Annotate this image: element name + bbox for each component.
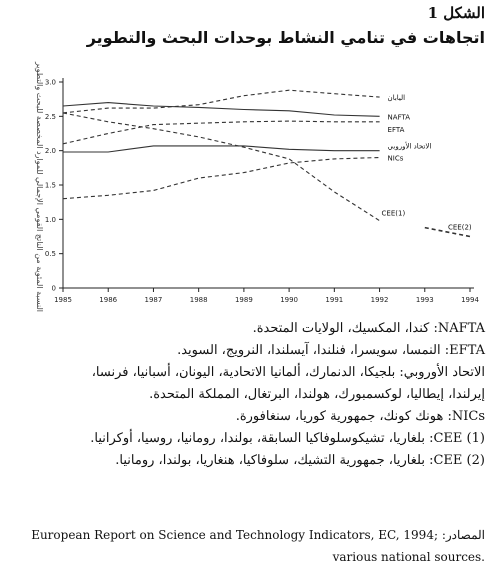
legend-note-cee2: (2) CEE: بلغاريا، جمهورية التشيك، سلوفاكيا، هنغاريا، بولندا، رومانيا. <box>115 453 485 468</box>
y-tick-label: 1.0 <box>44 215 56 224</box>
x-tick-label: 1990 <box>280 296 299 304</box>
series-label-5: CEE(1) <box>381 209 406 218</box>
y-tick-label: 2.5 <box>44 112 56 121</box>
x-tick-label: 1988 <box>189 296 208 304</box>
y-tick-label: 2.0 <box>44 147 56 156</box>
figure-label: الشكل 1 <box>427 4 485 22</box>
x-tick-label: 1985 <box>54 296 72 304</box>
figure-header <box>0 0 503 62</box>
chart-area <box>0 62 503 316</box>
series-label-1: NAFTA <box>387 113 411 122</box>
x-tick-label: 1991 <box>325 296 344 304</box>
legend-note-cee1: (1) CEE: بلغاريا، تشيكوسلوفاكيا السابقة، بولندا، رومانيا، روسيا، أوكرانيا. <box>90 431 485 446</box>
y-tick-label: 0 <box>51 284 56 293</box>
sources-line-1 <box>14 524 485 546</box>
y-axis-label: النسبة المئوية من الناتج القومي الإجمالي للموارد المخصصة للبحث والتطوير <box>35 61 44 312</box>
figure-title: اتجاهات في تنامي النشاط بوحدات البحث والتطوير <box>86 28 485 47</box>
legend-note-efta: EFTA: النمسا، سويسرا، فنلندا، آيسلندا، النرويج، السويد. <box>177 343 485 358</box>
x-tick-label: 1986 <box>99 296 118 304</box>
series-line-2 <box>63 121 380 144</box>
legend-note-eu-2: إيرلندا، إيطاليا، لوكسمبورك، هولندا، البرتغال، المملكة المتحدة. <box>149 387 485 402</box>
legend-note-nafta: NAFTA: كندا، المكسيك، الولايات المتحدة. <box>252 321 485 336</box>
sources <box>14 524 485 568</box>
series-label-4: NICs <box>387 154 404 163</box>
x-tick-label: 1992 <box>370 296 389 304</box>
series-label-0: اليابان <box>387 94 406 103</box>
series-line-3 <box>63 146 380 152</box>
series-line-0 <box>63 90 380 113</box>
x-tick-label: 1987 <box>144 296 163 304</box>
x-tick-label: 1994 <box>461 296 479 304</box>
sources-text-2: various national sources. <box>332 550 485 564</box>
line-chart <box>0 62 503 316</box>
series-label-2: EFTA <box>387 125 405 134</box>
series-label-3: الاتحاد الأوروبي <box>387 142 432 151</box>
series-label-6: CEE(2) <box>448 223 472 232</box>
legend-notes <box>14 318 485 472</box>
y-tick-label: 0.5 <box>44 250 56 259</box>
legend-note-eu-1: الاتحاد الأوروبي: بلجيكا، الدنمارك، ألمانيا الاتحادية، اليونان، أسبانيا، فرنسا، <box>91 365 485 380</box>
x-tick-label: 1993 <box>415 296 434 304</box>
y-tick-label: 1.5 <box>44 181 56 190</box>
sources-text: European Report on Science and Technology Indicators, EC, 1994; <box>31 528 438 542</box>
y-tick-label: 3.0 <box>44 78 56 87</box>
series-line-5 <box>63 113 380 221</box>
legend-note-nics: NICs: هونك كونك، جمهورية كوريا، سنغافورة. <box>235 409 485 424</box>
sources-line-2 <box>14 546 485 568</box>
series-line-1 <box>63 103 380 117</box>
series-line-4 <box>63 158 380 199</box>
x-tick-label: 1989 <box>234 296 253 304</box>
sources-label: المصادر: <box>441 528 485 542</box>
